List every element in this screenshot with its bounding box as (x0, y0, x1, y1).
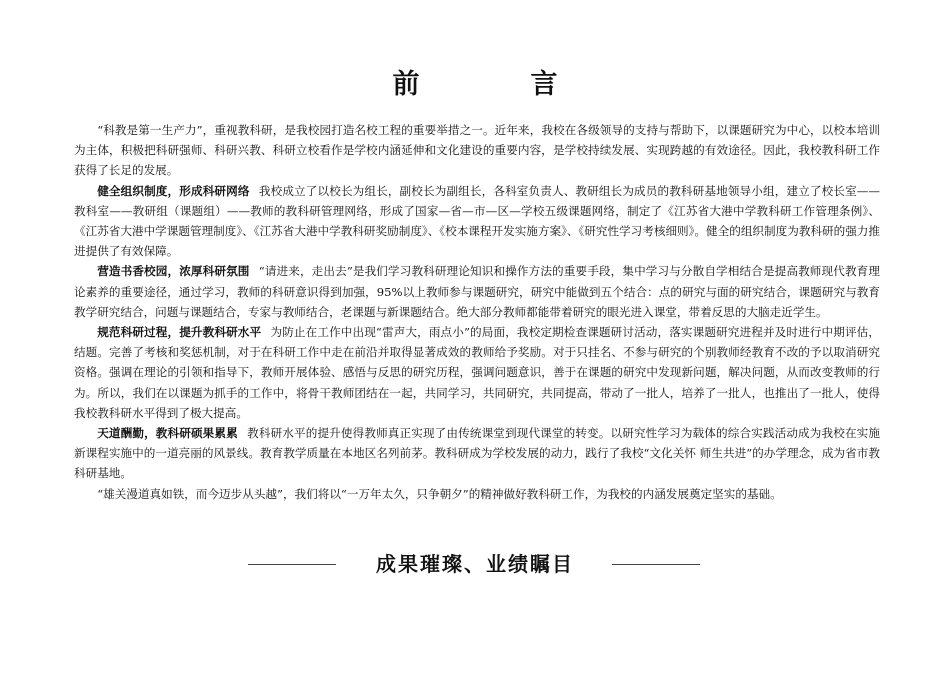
paragraph-atmosphere (74, 261, 880, 322)
preface-body (74, 120, 880, 504)
paragraph-closing (74, 484, 880, 504)
paragraph-results (74, 423, 880, 484)
section-banner (0, 548, 950, 580)
paragraph-heading: 天道酬勤，教科研硕果累累 (97, 426, 238, 441)
paragraph-text: “雄关漫道真如铁，而今迈步从头越”，我们将以“一万年太久，只争朝夕”的精神做好教科研工作，为我校的内涵发展奠定坚实的基础。 (97, 486, 782, 501)
paragraph-text: “科教是第一生产力”，重视教科研，是我校园打造名校工程的重要举措之一。近年来，我校在各级领导的支持与帮助下，以课题研究为中心，以校本培训为主体，积极把科研强师、科研兴教、科研立校看作是学校内涵延伸和文化建设的重要内容，是学校持续发展、实现跨越的有效途径。因此，我校教科研工作获得了长足的发展。 (74, 123, 880, 178)
page-title: 前 言 (392, 69, 600, 100)
paragraph-text: 为防止在工作中出现“雷声大，雨点小”的局面，我校定期检查课题研讨活动，落实课题研究进程并及时进行中期评估，结题。完善了考核和奖惩机制，对于在科研工作中走在前沿并取得显著成效的教师给予奖励。对于只挂名、不参与研究的个别教师经教育不改的予以取消研究资格。强调在理论的引领和指导下，教师开展体验、感悟与反思的研究历程，强调问题意识，善于在课题的研究中发现新问题，解决问题，从而改变教师的行为。所以，我们在以课题为抓手的工作中，将骨干教师团结在一起，共同学习，共同研究，共同提高，带动了一批人，培养了一批人，也推出了一批人，使得我校教科研水平得到了极大提高。 (74, 325, 880, 420)
paragraph-process (74, 322, 880, 423)
paragraph-heading: 营造书香校园，浓厚科研氛围 (97, 264, 250, 279)
paragraph-text: “请进来，走出去”是我们学习教科研理论知识和操作方法的重要手段，集中学习与分散自学相结合是提高教师现代教育理论素养的重要途径，通过学习，教师的科研意识得到加强，95%以上教师参与课题研究，研究中能做到五个结合：点的研究与面的研究结合，课题研究与教育教学研究结合，问题与课题结合，专家与教师结合，老课题与新课题结合。绝大部分教师都能带着研究的眼光进入课堂，带着反思的大脑走近学生。 (74, 264, 880, 319)
paragraph-text: 我校成立了以校长为组长，副校长为副组长，各科室负责人、教研组长为成员的教科研基地领导小组，建立了校长室——教科室——教研组（课题组）——教师的教科研管理网络，形成了国家—省—市—区—学校五级课题网络，制定了《江苏省大港中学教科研工作管理条例》、《江苏省大港中学课题管理制度》、《江苏省大港中学教科研奖励制度》、《校本课程开发实施方案》、《研究性学习考核细则》。健全的组织制度为教科研的强力推进提供了有效保障。 (74, 183, 880, 259)
banner-title: 成果璀璨、业绩瞩目 (376, 552, 574, 576)
paragraph-heading: 规范科研过程，提升教科研水平 (97, 325, 262, 340)
banner-rule-right (612, 564, 700, 565)
paragraph-text: 教科研水平的提升使得教师真正实现了由传统课堂到现代课堂的转变。以研究性学习为载体的综合实践活动成为我校在实施新课程实施中的一道亮丽的风景线。教育教学质量在本地区名列前茅。教科研成为学校发展的动力，践行了我校“文化关怀 师生共进”的办学理念，成为省市教科研基地。 (74, 426, 880, 481)
paragraph-organization (74, 181, 880, 262)
paragraph-heading: 健全组织制度，形成科研网络 (97, 183, 250, 198)
paragraph-intro (74, 120, 880, 181)
